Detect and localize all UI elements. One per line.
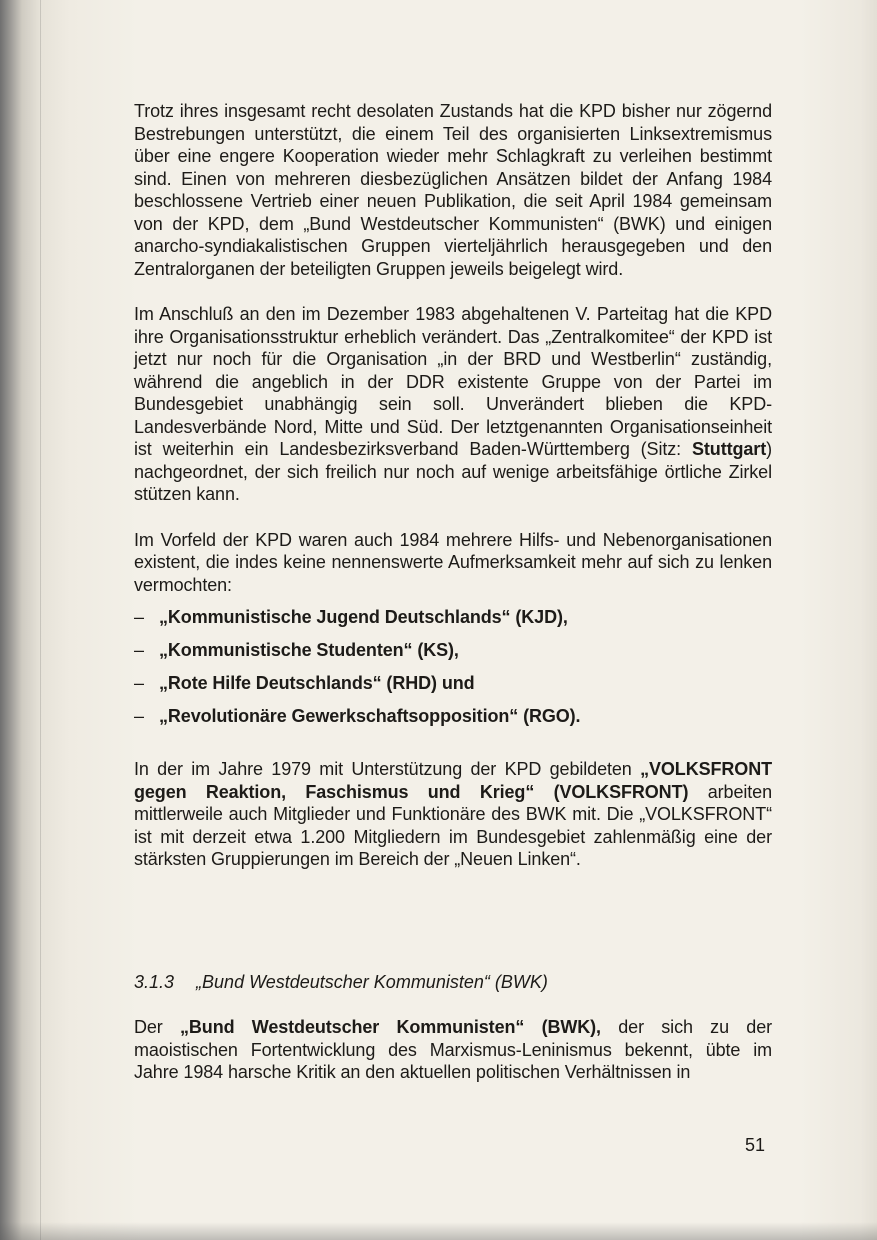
- paragraph-kpd-structure: [134, 303, 772, 506]
- list-dash: –: [134, 640, 144, 660]
- city-stuttgart: Stuttgart: [692, 439, 767, 459]
- paragraph-volksfront-text-a: In der im Jahre 1979 mit Unterstützung der KPD gebildeten: [134, 759, 641, 779]
- list-item: [134, 606, 772, 639]
- paragraph-kpd-structure-text-b: ) nachgeordnet, der sich freilich nur noch auf wenige arbeitsfähige örtliche Zirkel stützen kann.: [134, 439, 772, 504]
- list-item: [134, 705, 772, 738]
- organization-name: „Rote Hilfe Deutschlands“ (RHD) und: [159, 673, 475, 693]
- paragraph-kpd-cooperation: Trotz ihres insgesamt recht desolaten Zustands hat die KPD bisher nur zögernd Bestrebungen unterstützt, die einem Teil des organisierten Linksextremismus über eine engere Kooperation wieder mehr Schlagkraft zu verleihen bestimmt sind. Einen von mehreren diesbezüglichen Ansätzen bildet der Anfang 1984 beschlossene Vertrieb einer neuen Publikation, die seit April 1984 gemeinsam von der KPD, dem „Bund Westdeutscher Kommunisten“ (BWK) und einigen anarcho-syndiakalistischen Gruppen vierteljährlich herausgegeben und den Zentralorganen der beteiligten Gruppen jeweils beigelegt wird.: [134, 101, 772, 279]
- list-item: [134, 639, 772, 672]
- paragraph-bwk-text-b: der sich zu der maoistischen Fortentwicklung des Marxismus-Leninismus bekennt, übte im Jahre 1984 harsche Kritik an den aktuellen politischen Verhältnissen in: [134, 1017, 772, 1082]
- volksfront-name: „VOLKSFRONT gegen Reaktion, Faschismus und Krieg“ (VOLKSFRONT): [134, 759, 772, 802]
- section-number: 3.1.3: [134, 972, 175, 992]
- organization-name: „Kommunistische Jugend Deutschlands“ (KJD),: [159, 607, 568, 627]
- organization-name: „Revolutionäre Gewerkschaftsopposition“ (RGO).: [159, 706, 581, 726]
- paragraph-volksfront: [134, 758, 772, 871]
- list-dash: –: [134, 706, 144, 726]
- page-number: 51: [745, 1135, 766, 1155]
- book-spine-shadow: [40, 0, 41, 1240]
- organization-list: [134, 606, 772, 738]
- main-text: [134, 100, 772, 894]
- bwk-name: „Bund Westdeutscher Kommunisten“ (BWK),: [180, 1017, 601, 1037]
- section-title: „Bund Westdeutscher Kommunisten“ (BWK): [196, 972, 548, 992]
- paragraph-bwk-text-a: Der: [134, 1017, 180, 1037]
- section-heading: [134, 972, 548, 993]
- page-bottom-shadow: [0, 1222, 877, 1240]
- paragraph-volksfront-text-b: arbeiten mittlerweile auch Mitglieder und Funktionäre des BWK mit. Die „VOLKSFRONT“ ist mit derzeit etwa 1.200 Mitgliedern im Bundesgebiet zahlenmäßig eine der stärksten Gruppierungen im Bereich der „Neuen Linken“.: [134, 781, 772, 869]
- list-item: [134, 672, 772, 705]
- paragraph-kpd-auxiliary: Im Vorfeld der KPD waren auch 1984 mehrere Hilfs- und Nebenorganisationen existent, die indes keine nennenswerte Aufmerksamkeit mehr auf sich zu lenken vermochten:: [134, 529, 772, 595]
- organization-name: „Kommunistische Studenten“ (KS),: [159, 640, 459, 660]
- list-dash: –: [134, 607, 144, 627]
- paragraph-kpd-structure-text-a: Im Anschluß an den im Dezember 1983 abgehaltenen V. Parteitag hat die KPD ihre Organisationsstruktur erheblich verändert. Das „Zentralkomitee“ der KPD ist jetzt nur noch für die Organisation „in der BRD und Westberlin“ zuständig, während die angeblich in der DDR existente Gruppe von der Partei im Bundesgebiet unabhängig sein soll. Unverändert blieben die KPD-Landesverbände Nord, Mitte und Süd. Der letztgenannten Organisationseinheit ist weiterhin ein Landesbezirksverband Baden-Württemberg (Sitz:: [134, 304, 772, 459]
- list-dash: –: [134, 673, 144, 693]
- paragraph-bwk: [134, 1016, 772, 1084]
